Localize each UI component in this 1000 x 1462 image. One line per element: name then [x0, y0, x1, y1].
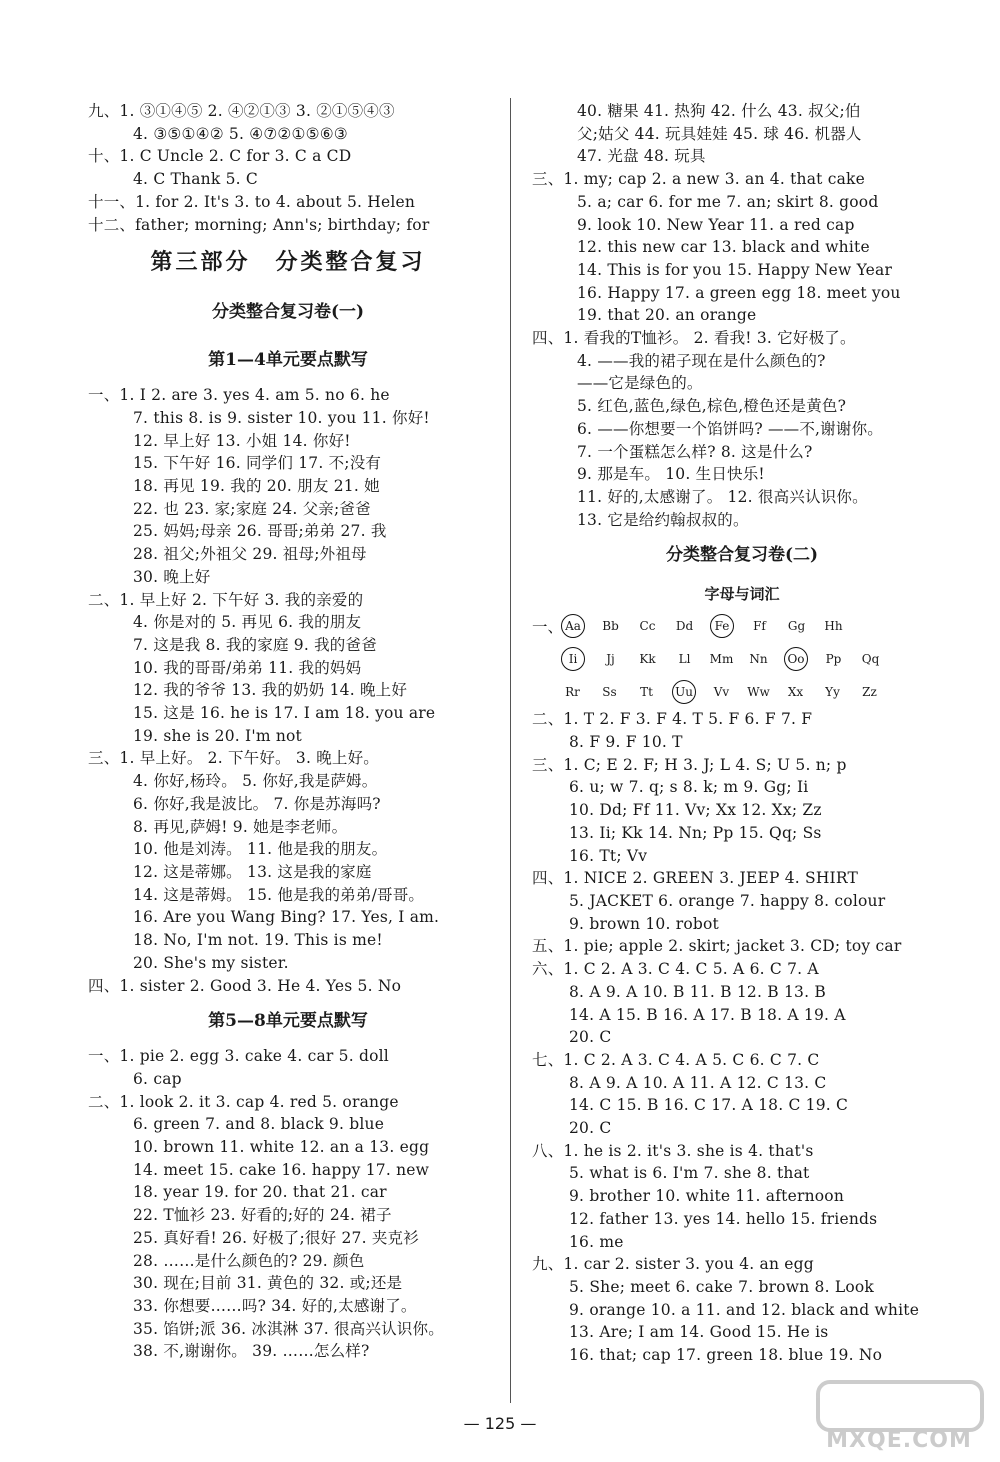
answer-line: 六、1. C 2. A 3. C 4. C 5. A 6. C 7. A	[532, 960, 819, 979]
answer-line: 35. 馅饼;派 36. 冰淇淋 37. 很高兴认识你。	[133, 1319, 444, 1338]
answer-line: 7. 这是我 8. 我的家庭 9. 我的爸爸	[133, 635, 377, 654]
letter-pair: Dd	[675, 618, 694, 633]
answer-line: ——它是绿色的。	[577, 374, 703, 393]
answer-line: 4. 你是对的 5. 再见 6. 我的朋友	[133, 613, 362, 632]
answer-line: 20. She's my sister.	[133, 953, 289, 972]
letter-pair: Vv	[713, 684, 730, 699]
answer-line: 三、1. 早上好。 2. 下午好。 3. 晚上好。	[88, 749, 380, 768]
letter-pair: Ww	[747, 684, 770, 699]
answer-line: 5. what is 6. I'm 7. she 8. that	[569, 1164, 810, 1183]
answer-line: 十、1. C Uncle 2. C for 3. C a CD	[88, 147, 352, 166]
answer-line: 八、1. he is 2. it's 3. she is 4. that's	[532, 1141, 814, 1160]
letter-pair: Mm	[709, 651, 734, 666]
answer-line: 6. ——你想要一个馅饼吗? ——不,谢谢你。	[577, 419, 883, 438]
answer-line: 16. Are you Wang Bing? 17. Yes, I am.	[133, 908, 440, 927]
answers-block	[532, 100, 952, 531]
answer-line: 九、1. car 2. sister 3. you 4. an egg	[532, 1255, 814, 1274]
answer-line: 九、1. ③①④⑤ 2. ④②①③ 3. ②①⑤④③	[88, 102, 395, 120]
left-column	[88, 100, 488, 1363]
answer-line: 父;姑父 44. 玩具娃娃 45. 球 46. 机器人	[577, 124, 862, 143]
letter-pair: Qq	[861, 651, 880, 666]
answer-line: 16. me	[569, 1232, 624, 1251]
answer-line: 14. C 15. B 16. C 17. A 18. C 19. C	[569, 1096, 849, 1115]
letter-pair: Pp	[825, 651, 842, 666]
part-title: 第三部分 分类整合复习	[150, 249, 426, 276]
letter-pair: Zz	[862, 684, 877, 699]
answer-line: 7. 一个蛋糕怎么样? 8. 这是什么?	[577, 442, 813, 461]
answer-line: 38. 不,谢谢你。 39. ……怎么样?	[133, 1342, 370, 1361]
answer-line: 19. that 20. an orange	[577, 306, 757, 325]
circled-letter-pair: Oo	[784, 647, 808, 671]
watermark-frame	[816, 1380, 984, 1432]
subsection-title: 字母与词汇	[704, 585, 780, 604]
letter-pair: Ll	[678, 651, 691, 666]
alphabet-row	[532, 609, 952, 642]
answer-line: 16. Tt; Vv	[569, 846, 648, 865]
answer-line: 19. she is 20. I'm not	[133, 726, 302, 745]
answer-line: 13. Ii; Kk 14. Nn; Pp 15. Qq; Ss	[569, 823, 822, 842]
answer-line: 6. green 7. and 8. black 9. blue	[133, 1115, 385, 1134]
answer-line: 18. No, I'm not. 19. This is me!	[133, 931, 383, 950]
paper-title: 分类整合复习卷(一)	[211, 302, 365, 323]
letter-pair: Ff	[753, 618, 766, 633]
answer-line: 13. Are; I am 14. Good 15. He is	[569, 1323, 829, 1342]
answer-line: 9. look 10. New Year 11. a red cap	[577, 215, 855, 234]
answer-line: 10. 他是刘涛。 11. 他是我的朋友。	[133, 840, 388, 859]
answer-line: 20. C	[569, 1028, 612, 1047]
answer-line: 16. that; cap 17. green 18. blue 19. No	[569, 1346, 883, 1365]
letter-pair: Nn	[749, 651, 768, 666]
answer-line: 三、1. C; E 2. F; H 3. J; L 4. S; U 5. n; p	[532, 755, 847, 774]
answer-line: 40. 糖果 41. 热狗 42. 什么 43. 叔父;伯	[577, 102, 861, 120]
answer-line: 10. brown 11. white 12. an a 13. egg	[133, 1138, 430, 1157]
answer-line: 5. She; meet 6. cake 7. brown 8. Look	[569, 1277, 874, 1296]
letter-pair: Yy	[825, 684, 840, 699]
answer-line: 4. C Thank 5. C	[133, 170, 258, 189]
answer-line: 28. ……是什么颜色的? 29. 颜色	[133, 1251, 365, 1270]
answer-line: 28. 祖父;外祖父 29. 祖母;外祖母	[133, 545, 367, 564]
answer-line: 8. F 9. F 10. T	[569, 733, 683, 752]
paper-title: 分类整合复习卷(二)	[665, 545, 819, 566]
page-number: — 125 —	[463, 1414, 537, 1433]
section-title: 第1—4单元要点默写	[208, 350, 368, 371]
answer-line: 一、1. I 2. are 3. yes 4. am 5. no 6. he	[88, 386, 390, 405]
watermark-logo	[806, 1378, 992, 1458]
answer-line: 25. 真好看! 26. 好极了;很好 27. 夹克衫	[133, 1228, 419, 1247]
answer-line: 15. 下午好 16. 同学们 17. 不;没有	[133, 454, 382, 473]
answer-line: 7. this 8. is 9. sister 10. you 11. 你好!	[133, 408, 430, 427]
letter-pair: Gg	[787, 618, 806, 633]
answer-line: 二、1. look 2. it 3. cap 4. red 5. orange	[88, 1092, 399, 1111]
letter-pair: Jj	[606, 651, 615, 666]
answer-line: 5. 红色,蓝色,绿色,棕色,橙色还是黄色?	[577, 397, 847, 416]
answer-line: 30. 晚上好	[133, 567, 211, 586]
answer-line: 10. 我的哥哥/弟弟 11. 我的妈妈	[133, 658, 362, 677]
answer-line: 12. 这是蒂娜。 13. 这是我的家庭	[133, 862, 372, 881]
answer-line: 22. 也 23. 家;家庭 24. 父亲;爸爸	[133, 499, 371, 518]
alphabet-row	[532, 675, 952, 708]
letter-pair: Ss	[602, 684, 617, 699]
answer-line: 9. brother 10. white 11. afternoon	[569, 1187, 845, 1206]
question-label: 一、	[532, 617, 564, 636]
answer-line: 四、1. NICE 2. GREEN 3. JEEP 4. SHIRT	[532, 869, 859, 888]
answer-line: 五、1. pie; apple 2. skirt; jacket 3. CD; toy car	[532, 937, 902, 956]
answer-line: 11. 好的,太感谢了。 12. 很高兴认识你。	[577, 487, 868, 506]
answer-line: 18. year 19. for 20. that 21. car	[133, 1183, 387, 1202]
right-column	[532, 100, 952, 1367]
answers-block	[88, 1045, 488, 1363]
answer-line: 13. 它是给约翰叔叔的。	[577, 510, 749, 529]
answer-line: 二、1. T 2. F 3. F 4. T 5. F 6. F 7. F	[532, 710, 813, 729]
answer-line: 12. this new car 13. black and white	[577, 238, 870, 257]
circled-letter-pair: Ii	[561, 647, 585, 671]
answer-line: 十二、father; morning; Ann's; birthday; for	[88, 215, 430, 234]
answer-line: 5. JACKET 6. orange 7. happy 8. colour	[569, 891, 886, 910]
circled-letter-pair: Aa	[561, 614, 585, 638]
letter-pair: Tt	[640, 684, 653, 699]
answer-line: 12. 早上好 13. 小姐 14. 你好!	[133, 431, 351, 450]
answer-line: 9. orange 10. a 11. and 12. black and white	[569, 1300, 920, 1319]
answer-line: 14. meet 15. cake 16. happy 17. new	[133, 1160, 430, 1179]
answer-line: 25. 妈妈;母亲 26. 哥哥;弟弟 27. 我	[133, 522, 387, 541]
letter-pair: Kk	[639, 651, 656, 666]
answer-line: 10. Dd; Ff 11. Vv; Xx 12. Xx; Zz	[569, 801, 822, 820]
answers-block	[88, 384, 488, 997]
alphabet-block	[532, 609, 952, 708]
alphabet-row	[532, 642, 952, 675]
letter-pair: Hh	[824, 618, 843, 633]
answer-line: 12. father 13. yes 14. hello 15. friends	[569, 1209, 878, 1228]
answer-line: 8. A 9. A 10. B 11. B 12. B 13. B	[569, 982, 826, 1001]
answer-line: 18. 再见 19. 我的 20. 朋友 21. 她	[133, 477, 380, 496]
answer-line: 四、1. sister 2. Good 3. He 4. Yes 5. No	[88, 976, 402, 995]
answer-line: 47. 光盘 48. 玩具	[577, 147, 706, 166]
circled-letter-pair: Fe	[710, 614, 734, 638]
answer-line: 20. C	[569, 1119, 612, 1138]
answer-line: 15. 这是 16. he is 17. I am 18. you are	[133, 704, 436, 723]
answer-line: 三、1. my; cap 2. a new 3. an 4. that cake	[532, 170, 866, 189]
answer-line: 8. 再见,萨姆! 9. 她是李老师。	[133, 817, 348, 836]
answer-line: 30. 现在;目前 31. 黄色的 32. 或;还是	[133, 1274, 403, 1293]
answers-block	[88, 100, 488, 236]
letter-pair: Bb	[602, 618, 619, 633]
answer-line: 14. 这是蒂姆。 15. 他是我的弟弟/哥哥。	[133, 885, 425, 904]
letter-pair: Xx	[787, 684, 804, 699]
answer-line: 四、1. 看我的T恤衫。 2. 看我! 3. 它好极了。	[532, 329, 856, 348]
column-divider	[510, 98, 511, 1403]
answer-line: 二、1. 早上好 2. 下午好 3. 我的亲爱的	[88, 590, 364, 609]
answer-line: 33. 你想要……吗? 34. 好的,太感谢了。	[133, 1296, 417, 1315]
answer-line: 十一、1. for 2. It's 3. to 4. about 5. Helen	[88, 192, 416, 211]
answer-line: 9. 那是车。 10. 生日快乐!	[577, 465, 765, 484]
answer-line: 6. cap	[133, 1069, 182, 1088]
section-title: 第5—8单元要点默写	[208, 1011, 368, 1032]
answer-line: 9. brown 10. robot	[569, 914, 719, 933]
answer-line: 8. A 9. A 10. A 11. A 12. C 13. C	[569, 1073, 827, 1092]
circled-letter-pair: Uu	[672, 680, 696, 704]
answer-line: 6. 你好,我是波比。 7. 你是苏海吗?	[133, 794, 381, 813]
answer-line: 22. T恤衫 23. 好看的;好的 24. 裙子	[133, 1206, 392, 1225]
answer-line: 14. This is for you 15. Happy New Year	[577, 260, 893, 279]
answer-line: 七、1. C 2. A 3. C 4. A 5. C 6. C 7. C	[532, 1050, 820, 1069]
answer-line: 6. u; w 7. q; s 8. k; m 9. Gg; Ii	[569, 778, 809, 797]
answer-line: 一、1. pie 2. egg 3. cake 4. car 5. doll	[88, 1047, 389, 1066]
answer-line: 4. 你好,杨玲。 5. 你好,我是萨姆。	[133, 772, 378, 791]
watermark-text: MXQE.COM	[826, 1428, 972, 1453]
letter-pair: Cc	[639, 618, 656, 633]
answer-line: 4. ③⑤①④② 5. ④⑦②①⑤⑥③	[133, 124, 348, 143]
answer-line: 12. 我的爷爷 13. 我的奶奶 14. 晚上好	[133, 681, 408, 700]
answer-line: 16. Happy 17. a green egg 18. meet you	[577, 283, 901, 302]
answer-line: 4. ——我的裙子现在是什么颜色的?	[577, 351, 826, 370]
answer-line: 5. a; car 6. for me 7. an; skirt 8. good	[577, 192, 879, 211]
letter-pair: Rr	[565, 684, 580, 699]
answers-block	[532, 708, 952, 1366]
answer-line: 14. A 15. B 16. A 17. B 18. A 19. A	[569, 1005, 846, 1024]
